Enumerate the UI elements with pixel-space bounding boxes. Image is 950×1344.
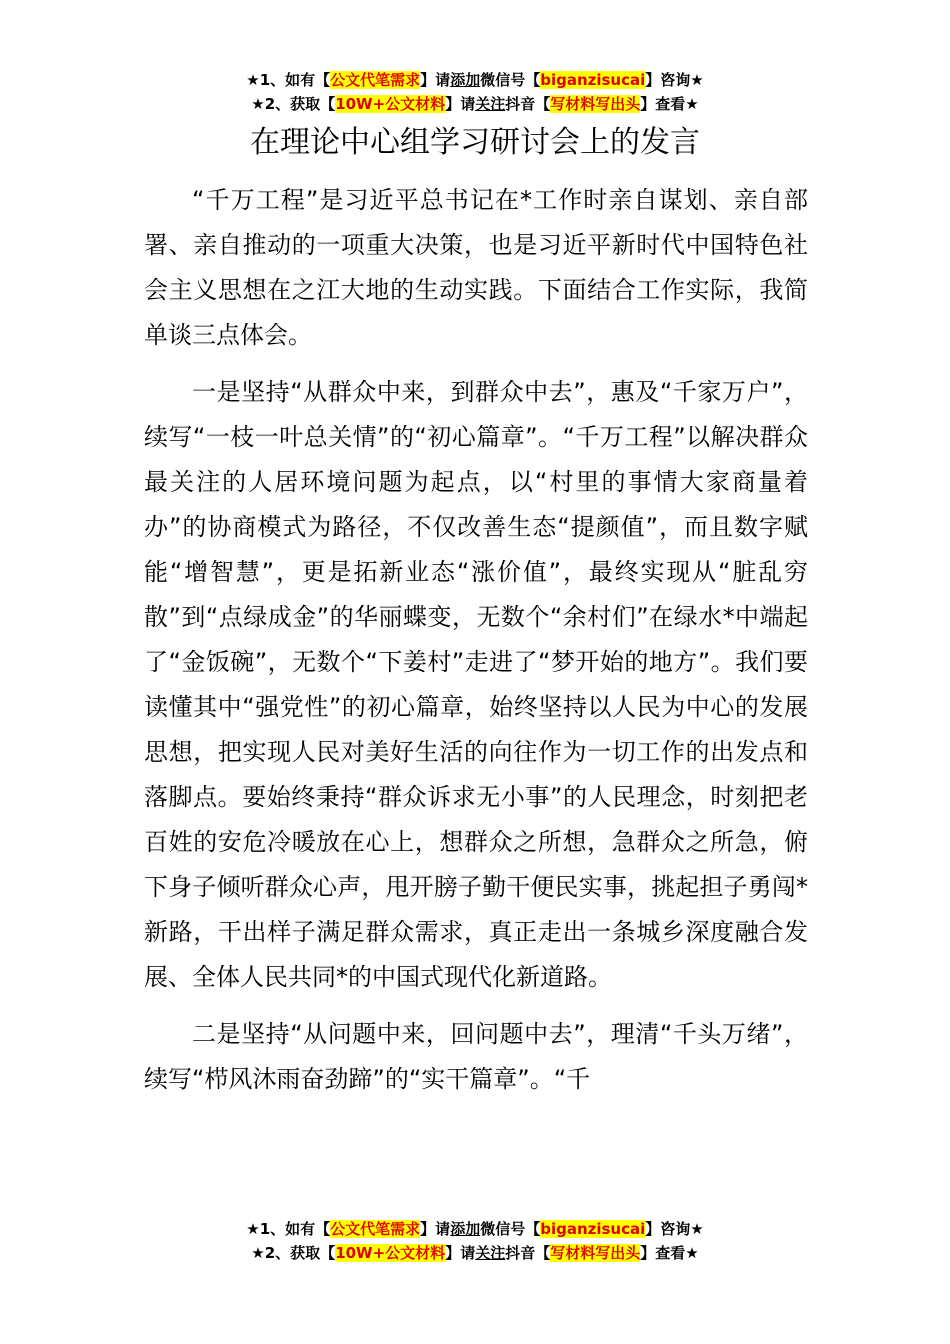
banner-line-1 — [0, 68, 950, 92]
banner-text: 微信号【 — [480, 71, 541, 89]
banner-text: 】查看★ — [640, 1244, 699, 1262]
highlight-text: 10W+公文材料 — [335, 95, 446, 113]
banner-text: 抖音【 — [505, 1244, 551, 1262]
paragraph-intro: “千万工程”是习近平总书记在*工作时亲自谋划、亲自部署、亲自推动的一项重大决策，也是习近平新时代中国特色社会主义思想在之江大地的生动实践。下面结合工作实际，我简单谈三点体会。 — [144, 186, 808, 349]
banner-text: ★2、获取【 — [251, 95, 336, 113]
footer-banner — [0, 1217, 950, 1265]
highlight-text: biganzisucai — [540, 71, 646, 89]
underlined-text: 关注 — [475, 1244, 506, 1262]
banner-text: 微信号【 — [480, 1220, 541, 1238]
banner-text: ★1、如有【 — [246, 71, 331, 89]
underlined-text: 添加 — [450, 71, 481, 89]
highlight-text: 写材料写出头 — [550, 1244, 641, 1262]
paragraph-point-2: 二是坚持“从问题中来，回问题中去”，理清“千头万绪”，续写“栉风沐雨奋劲蹄”的“实干篇章”。“千 — [144, 1020, 808, 1093]
banner-text: 】咨询★ — [645, 71, 704, 89]
header-banner — [0, 68, 950, 116]
banner-text: 】请 — [420, 1220, 451, 1238]
highlight-text: 公文代笔需求 — [330, 1220, 421, 1238]
paragraph-point-1: 一是坚持“从群众中来，到群众中去”，惠及“千家万户”，续写“一枝一叶总关情”的“初心篇章”。“千万工程”以解决群众最关注的人居环境问题为起点，以“村里的事情大家商量着办”的协商模式为路径，不仅改善生态“提颜值”，而且数字赋能“增智慧”，更是拓新业态“涨价值”，最终实现从“脏乱穷散”到“点绿成金”的华丽蝶变，无数个“余村们”在绿水*中端起了“金饭碗”，无数个“下姜村”走进了“梦开始的地方”。我们要读懂其中“强党性”的初心篇章，始终坚持以人民为中心的发展思想，把实现人民对美好生活的向往作为一切工作的出发点和落脚点。要始终秉持“群众诉求无小事”的人民理念，时刻把老百姓的安危冷暖放在心上，想群众之所想，急群众之所急，俯下身子倾听群众心声，甩开膀子勤干便民实事，挑起担子勇闯*新路，干出样子满足群众需求，真正走出一条城乡深度融合发展、全体人民共同*的中国式现代化新道路。 — [144, 378, 808, 991]
banner-text: ★1、如有【 — [246, 1220, 331, 1238]
underlined-text: 关注 — [475, 95, 506, 113]
highlight-text: biganzisucai — [540, 1220, 646, 1238]
highlight-text: 公文代笔需求 — [330, 71, 421, 89]
banner-text: 】请 — [445, 1244, 476, 1262]
banner-text: ★2、获取【 — [251, 1244, 336, 1262]
banner-text: 】请 — [420, 71, 451, 89]
underlined-text: 添加 — [450, 1220, 481, 1238]
document-body — [144, 178, 808, 1114]
banner-text: 】请 — [445, 95, 476, 113]
banner-line-2 — [0, 1241, 950, 1265]
banner-text: 抖音【 — [505, 95, 551, 113]
highlight-text: 10W+公文材料 — [335, 1244, 446, 1262]
document-title: 在理论中心组学习研讨会上的发言 — [250, 125, 700, 160]
banner-line-2 — [0, 92, 950, 116]
highlight-text: 写材料写出头 — [550, 95, 641, 113]
banner-text: 】咨询★ — [645, 1220, 704, 1238]
banner-line-1 — [0, 1217, 950, 1241]
banner-text: 】查看★ — [640, 95, 699, 113]
